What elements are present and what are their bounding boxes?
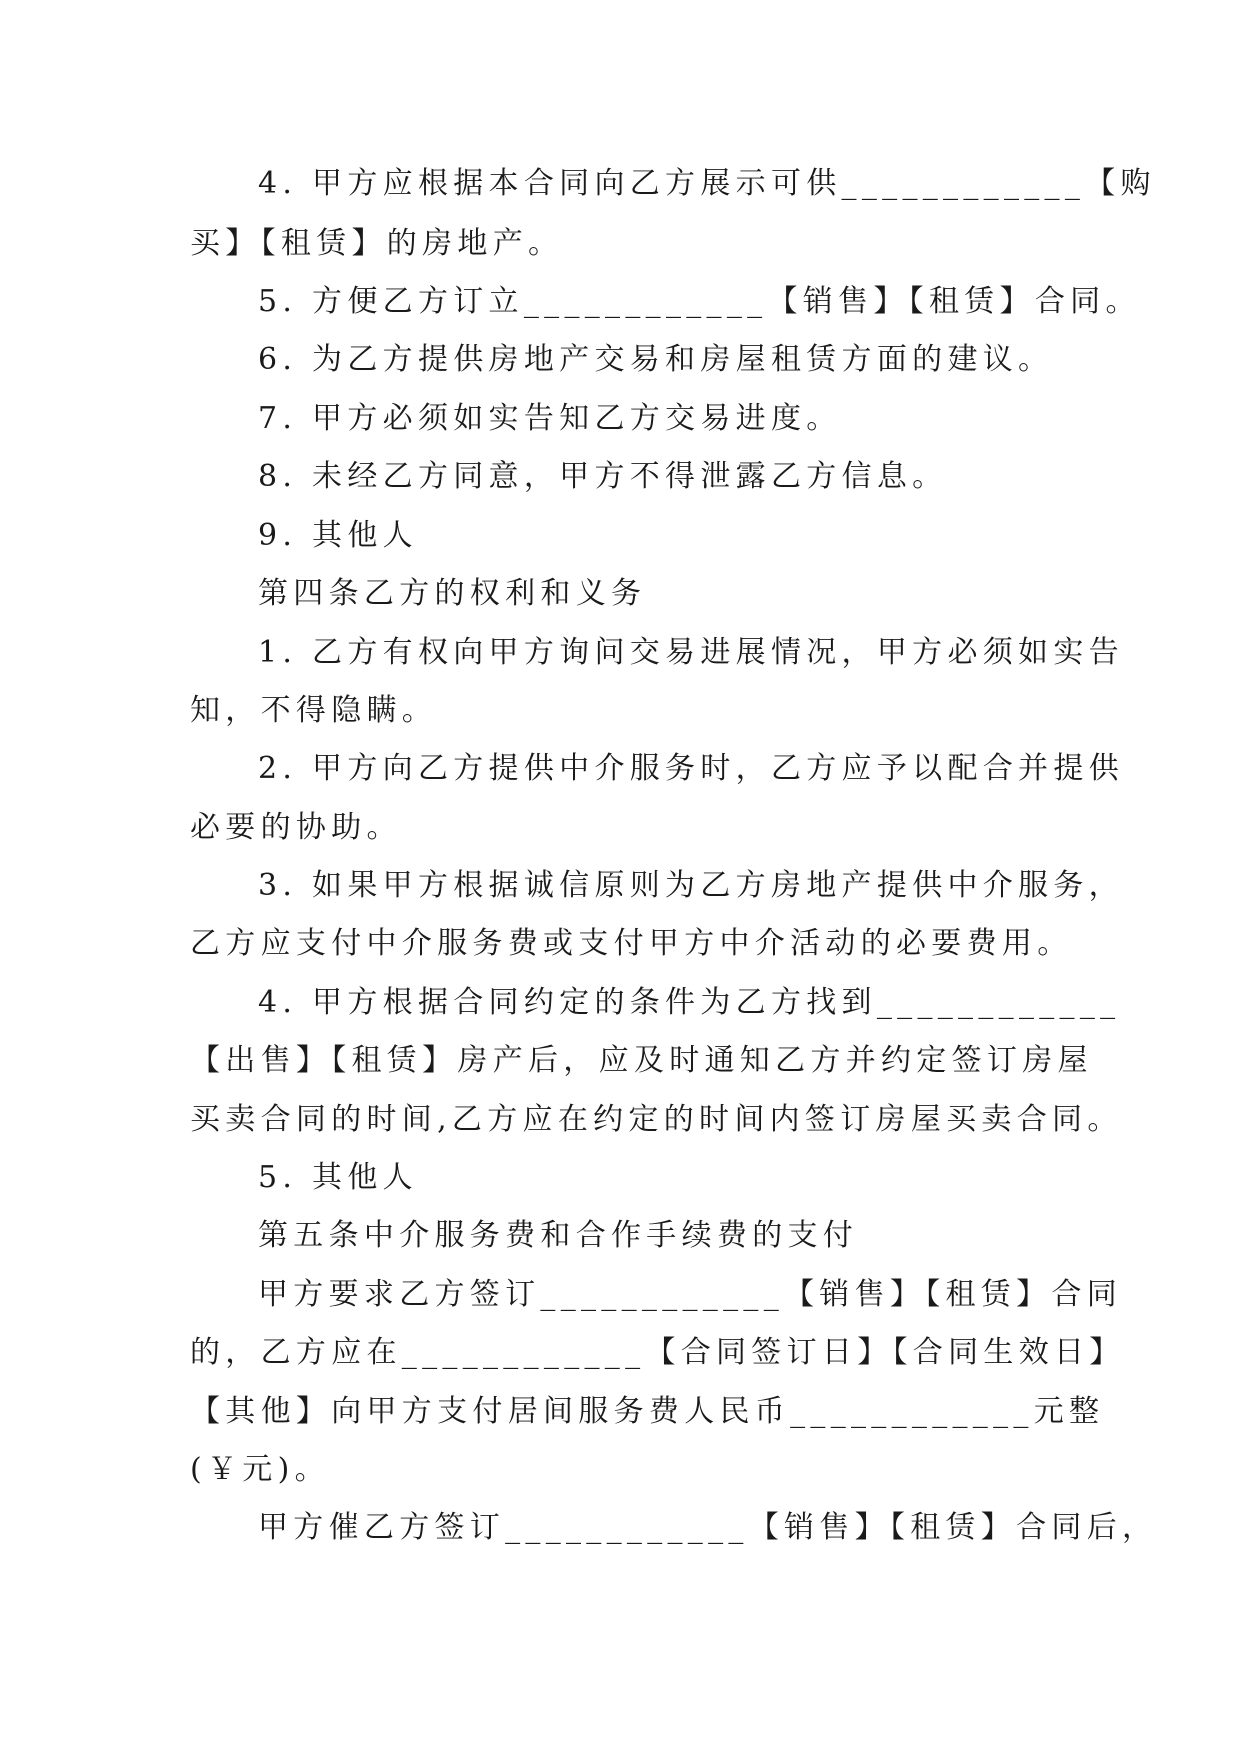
- clause-4-item-5: 5. 其他人: [258, 1160, 418, 1195]
- clause-3-item-4-line-2: 买】【租赁】的房地产。: [190, 226, 564, 261]
- clause-4-item-4-line-2: 【出售】【租赁】房产后，应及时通知乙方并约定签订房屋: [190, 1043, 1093, 1078]
- clause-4-heading: 第四条乙方的权利和义务: [258, 576, 647, 611]
- clause-5-para-1-line-1: 甲方要求乙方签订____________【销售】【租赁】合同: [258, 1277, 1122, 1312]
- clause-3-item-8: 8. 未经乙方同意，甲方不得泄露乙方信息。: [258, 459, 948, 494]
- clause-3-item-4-line-1: 4. 甲方应根据本合同向乙方展示可供____________【购: [258, 166, 1156, 201]
- clause-3-item-9: 9. 其他人: [258, 518, 418, 553]
- clause-4-item-4-line-1: 4. 甲方根据合同约定的条件为乙方找到____________: [258, 985, 1121, 1020]
- clause-4-item-3-line-2: 乙方应支付中介服务费或支付甲方中介活动的必要费用。: [190, 926, 1073, 961]
- clause-5-para-1-line-3: 【其他】向甲方支付居间服务费人民币____________元整: [190, 1394, 1105, 1429]
- clause-5-para-2-line-1: 甲方催乙方签订____________【销售】【租赁】合同后，: [258, 1510, 1158, 1545]
- clause-4-item-4-line-3: 买卖合同的时间,乙方应在约定的时间内签订房屋买卖合同。: [190, 1102, 1123, 1137]
- clause-4-item-2-line-2: 必要的协助。: [190, 810, 402, 845]
- clause-4-item-2-line-1: 2. 甲方向乙方提供中介服务时，乙方应予以配合并提供: [258, 751, 1124, 786]
- clause-3-item-6: 6. 为乙方提供房地产交易和房屋租赁方面的建议。: [258, 342, 1054, 377]
- clause-5-para-1-line-4: (￥元)。: [190, 1452, 330, 1487]
- clause-3-item-7: 7. 甲方必须如实告知乙方交易进度。: [258, 401, 842, 436]
- clause-5-heading: 第五条中介服务费和合作手续费的支付: [258, 1218, 859, 1253]
- clause-5-para-1-line-2: 的，乙方应在____________【合同签订日】【合同生效日】: [190, 1335, 1125, 1370]
- clause-3-item-5: 5. 方便乙方订立____________【销售】【租赁】合同。: [258, 284, 1141, 319]
- clause-4-item-3-line-1: 3. 如果甲方根据诚信原则为乙方房地产提供中介服务，: [258, 868, 1124, 903]
- clause-4-item-1-line-1: 1. 乙方有权向甲方询问交易进展情况，甲方必须如实告: [258, 635, 1124, 670]
- clause-4-item-1-line-2: 知，不得隐瞒。: [190, 693, 438, 728]
